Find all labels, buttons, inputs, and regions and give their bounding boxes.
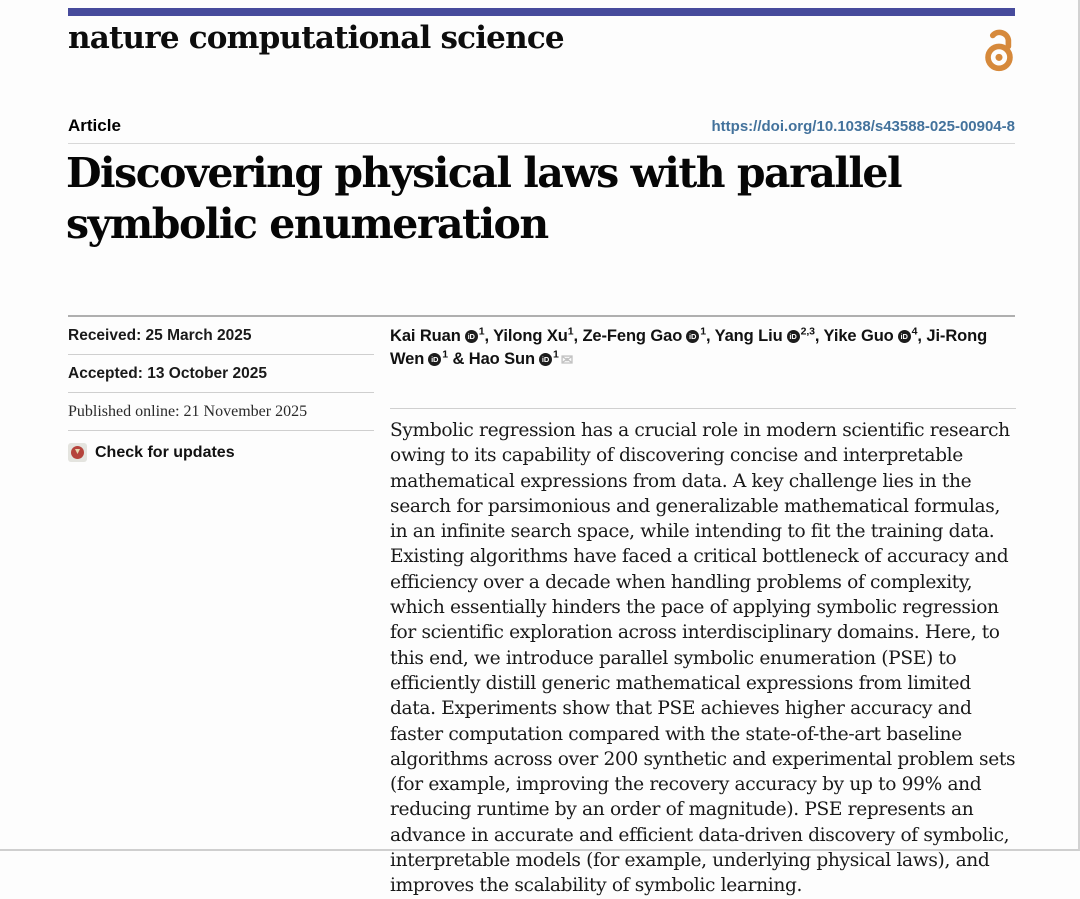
orcid-id-icon[interactable]: iD: [686, 330, 699, 343]
doi-link[interactable]: https://doi.org/10.1038/s43588-025-00904-8: [711, 118, 1015, 135]
crossmark-icon: [68, 443, 87, 462]
title-line-2: symbolic enumeration: [66, 200, 548, 248]
affiliation-superscript: 1: [567, 325, 574, 338]
received-date: Received: 25 March 2025: [68, 317, 374, 355]
affiliation-superscript: 2,3: [800, 325, 815, 338]
published-online-date: Published online: 21 November 2025: [68, 393, 374, 431]
masthead-row: [68, 116, 1015, 136]
article-history-rail: [68, 317, 374, 462]
author: Ji-Rong Wen iD $^1$: [390, 327, 988, 368]
author: Kai Ruan iD $^1$: [390, 325, 485, 345]
author: Yang Liu iD $^{2,3}$: [714, 325, 815, 345]
affiliation-superscript: 4: [911, 325, 918, 338]
affiliation-superscript: 1: [553, 348, 559, 361]
orcid-id-icon[interactable]: iD: [898, 330, 911, 343]
open-access-icon: [981, 24, 1017, 72]
author-list: Kai Ruan iD $^1$, Yilong Xu$^1$, Ze-Feng Gao iD $^1$, Yang Liu iD $^{2,3}$, Yike Guo iD $^4$, Ji-Rong Wen iD $^1$ & Hao Sun iD $^1$ ✉: [390, 325, 988, 369]
author: Ze-Feng Gao iD $^1$: [582, 325, 706, 345]
accepted-date: Accepted: 13 October 2025: [68, 355, 374, 393]
author: Yike Guo iD $^4$: [823, 325, 918, 345]
orcid-id-icon[interactable]: iD: [428, 353, 441, 366]
check-for-updates-button[interactable]: [68, 431, 374, 462]
check-for-updates-label: Check for updates: [95, 443, 235, 461]
envelope-icon[interactable]: ✉: [560, 352, 574, 369]
page-title: [66, 148, 966, 250]
affiliation-superscript: 1: [478, 325, 485, 338]
affiliation-superscript: 1: [442, 348, 448, 361]
article-type-label: Article: [68, 116, 121, 135]
orcid-id-icon[interactable]: iD: [787, 330, 800, 343]
brand-bar: [68, 8, 1015, 16]
abstract-text: Symbolic regression has a crucial role in modern scientific research owing to its capability of discovering concise and interpretable mathematical expressions from data. A key challenge lies in the search for parsimonious and generalizable mathematical formulas, in an infinite search space, while intending to fit the training data. Existing algorithms have faced a critical bottleneck of accuracy and efficiency over a decade when handling problems of complexity, which essentially hinders the pace of applying symbolic regression for scientific exploration across interdisciplinary domains. Here, to this end, we introduce parallel symbolic enumeration (PSE) to efficiently distill generic mathematical expressions from limited data. Experiments show that PSE achieves higher accuracy and faster computation compared with the state-of-the-art baseline algorithms across over 200 synthetic and experimental problem sets (for example, improving the recovery accuracy by up to 99% and reducing runtime by an order of magnitude). PSE represents an advance in accurate and efficient data-driven discovery of symbolic, interpretable models (for example, underlying physical laws), and improves the scalability of symbolic learning.: [390, 420, 1016, 897]
author: Hao Sun iD $^1$ ✉: [468, 348, 574, 369]
title-line-1: Discovering physical laws with parallel: [66, 149, 902, 197]
orcid-id-icon[interactable]: iD: [465, 330, 478, 343]
main-column: [390, 317, 1016, 899]
journal-logo: nature computational science: [68, 20, 564, 56]
masthead-divider: [68, 143, 1015, 144]
affiliation-superscript: 1: [700, 325, 706, 338]
abstract-divider: [390, 408, 1016, 409]
author: Yilong Xu$^1$: [493, 325, 574, 345]
orcid-id-icon[interactable]: iD: [539, 353, 552, 366]
